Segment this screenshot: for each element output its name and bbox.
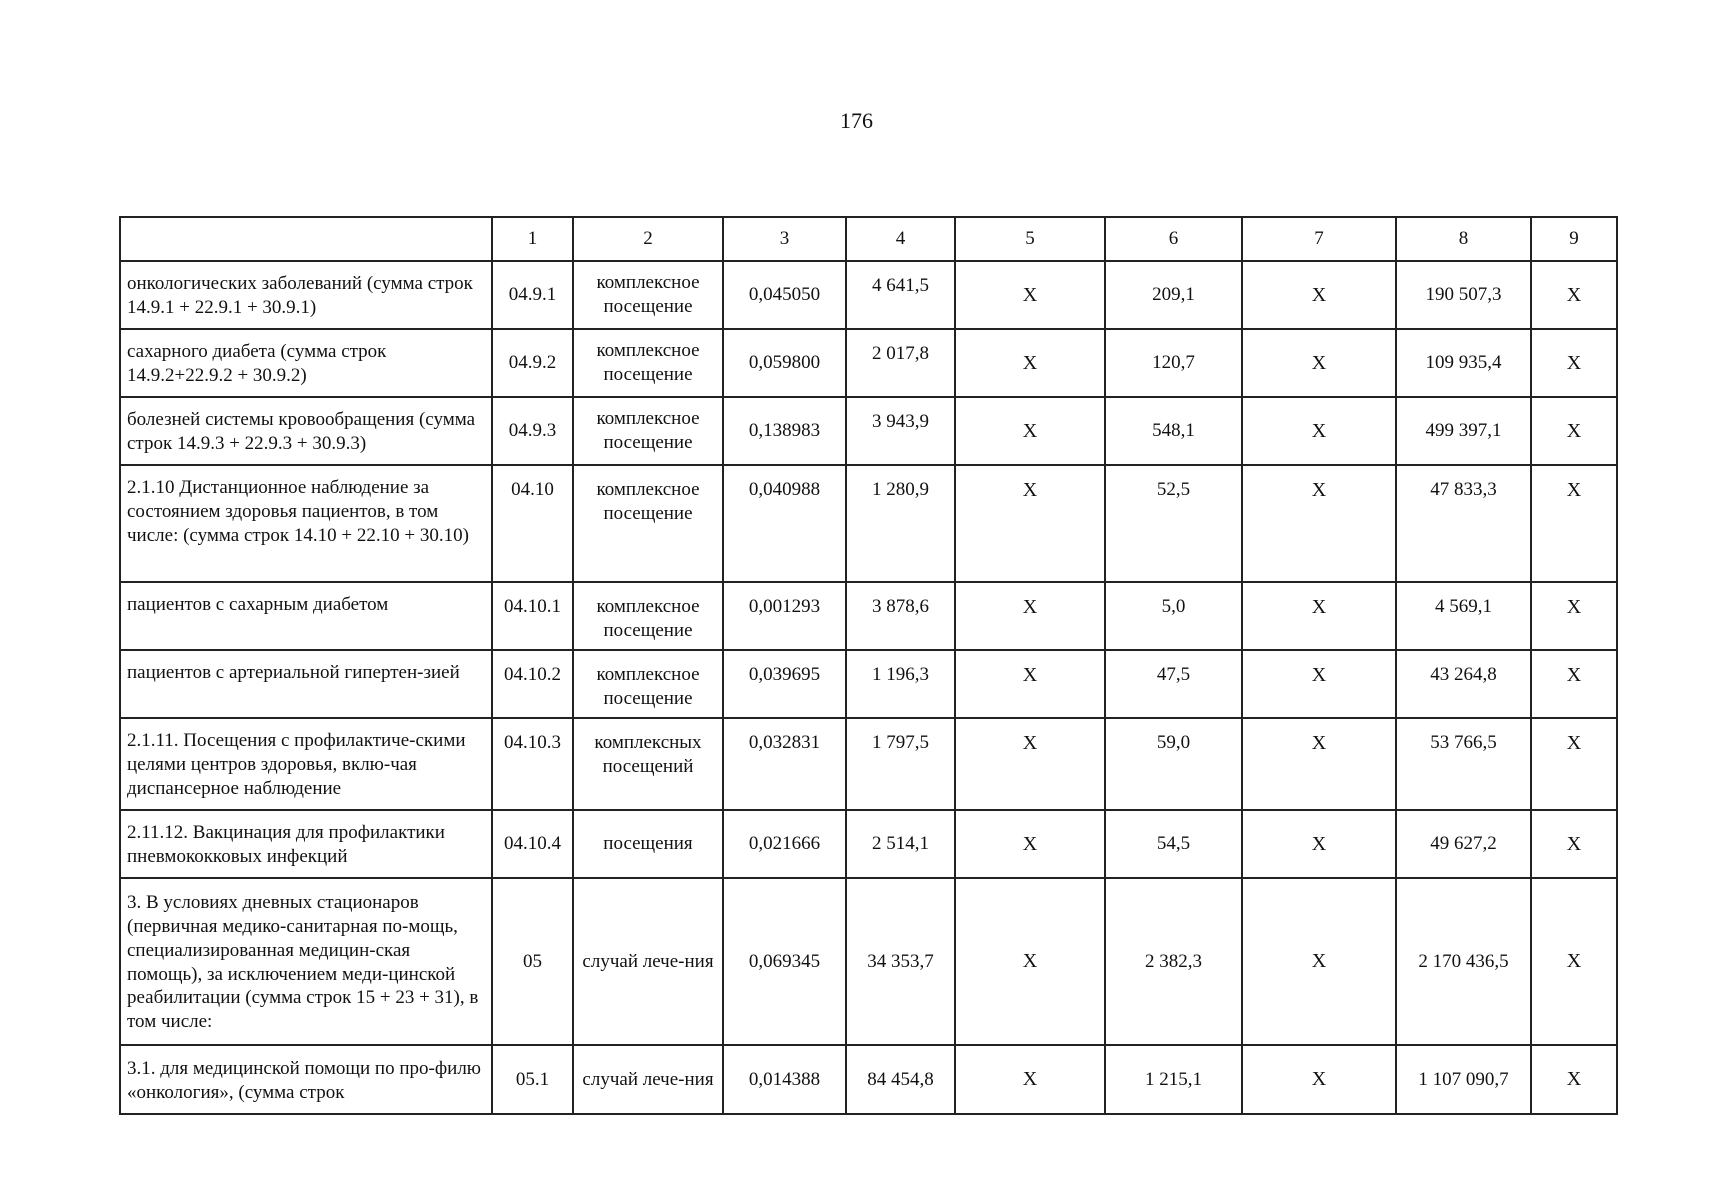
unit-cell: комплексное посещение [573, 329, 723, 397]
x-cell: X [1531, 582, 1617, 650]
unit-cell: комплексное посещение [573, 261, 723, 329]
x-cell: X [1531, 1045, 1617, 1114]
value-cell: 0,014388 [723, 1045, 846, 1114]
value-cell: 0,032831 [723, 718, 846, 810]
row-label: пациентов с сахарным диабетом [120, 582, 492, 650]
value-cell: 59,0 [1105, 718, 1242, 810]
value-cell: 0,021666 [723, 810, 846, 878]
unit-cell: случай лече-ния [573, 878, 723, 1045]
row-label: 2.11.12. Вакцинация для профилактики пневмококковых инфекций [120, 810, 492, 878]
table-row [120, 718, 1617, 810]
table-row [120, 261, 1617, 329]
value-cell: 209,1 [1105, 261, 1242, 329]
x-cell: X [955, 1045, 1105, 1114]
row-code: 04.9.1 [492, 261, 573, 329]
unit-cell: случай лече-ния [573, 1045, 723, 1114]
row-label: сахарного диабета (сумма строк 14.9.2+22.9.2 + 30.9.2) [120, 329, 492, 397]
header-cell: 1 [492, 217, 573, 261]
value-cell: 2 382,3 [1105, 878, 1242, 1045]
header-cell: 6 [1105, 217, 1242, 261]
x-cell: X [1531, 650, 1617, 718]
unit-cell: посещения [573, 810, 723, 878]
value-cell: 120,7 [1105, 329, 1242, 397]
value-cell: 34 353,7 [846, 878, 955, 1045]
value-cell: 3 943,9 [846, 397, 955, 465]
value-cell: 52,5 [1105, 465, 1242, 582]
unit-cell: комплексное посещение [573, 582, 723, 650]
value-cell: 2 514,1 [846, 810, 955, 878]
row-code: 04.10.3 [492, 718, 573, 810]
value-cell: 3 878,6 [846, 582, 955, 650]
value-cell: 1 196,3 [846, 650, 955, 718]
x-cell: X [955, 810, 1105, 878]
value-cell: 47 833,3 [1396, 465, 1531, 582]
unit-cell: комплексное посещение [573, 397, 723, 465]
x-cell: X [1531, 329, 1617, 397]
table-row [120, 397, 1617, 465]
x-cell: X [955, 718, 1105, 810]
header-cell: 7 [1242, 217, 1396, 261]
x-cell: X [955, 582, 1105, 650]
value-cell: 0,040988 [723, 465, 846, 582]
row-label: 3. В условиях дневных стационаров (первичная медико-санитарная по-мощь, специализированная медицин-ская помощь), за исключением меди-цинской реабилитации (сумма строк 15 + 23 + 31), в том числе: [120, 878, 492, 1045]
x-cell: X [1531, 718, 1617, 810]
value-cell: 0,045050 [723, 261, 846, 329]
table-row [120, 465, 1617, 582]
x-cell: X [1531, 261, 1617, 329]
value-cell: 5,0 [1105, 582, 1242, 650]
value-cell: 190 507,3 [1396, 261, 1531, 329]
value-cell: 4 569,1 [1396, 582, 1531, 650]
x-cell: X [1242, 397, 1396, 465]
row-code: 04.9.3 [492, 397, 573, 465]
x-cell: X [1242, 261, 1396, 329]
row-code: 04.10.1 [492, 582, 573, 650]
value-cell: 49 627,2 [1396, 810, 1531, 878]
page-number: 176 [840, 108, 873, 133]
value-cell: 548,1 [1105, 397, 1242, 465]
row-label: болезней системы кровообращения (сумма строк 14.9.3 + 22.9.3 + 30.9.3) [120, 397, 492, 465]
table-header-row [120, 217, 1617, 261]
x-cell: X [1242, 329, 1396, 397]
value-cell: 53 766,5 [1396, 718, 1531, 810]
header-cell: 9 [1531, 217, 1617, 261]
value-cell: 4 641,5 [846, 261, 955, 329]
data-table [119, 216, 1618, 1115]
value-cell: 0,138983 [723, 397, 846, 465]
value-cell: 1 280,9 [846, 465, 955, 582]
value-cell: 499 397,1 [1396, 397, 1531, 465]
x-cell: X [1242, 878, 1396, 1045]
table-row [120, 878, 1617, 1045]
value-cell: 2 170 436,5 [1396, 878, 1531, 1045]
row-label: пациентов с артериальной гипертен-зией [120, 650, 492, 718]
value-cell: 1 797,5 [846, 718, 955, 810]
value-cell: 109 935,4 [1396, 329, 1531, 397]
x-cell: X [1242, 465, 1396, 582]
x-cell: X [1242, 810, 1396, 878]
row-code: 04.10.2 [492, 650, 573, 718]
value-cell: 0,059800 [723, 329, 846, 397]
value-cell: 1 107 090,7 [1396, 1045, 1531, 1114]
value-cell: 0,069345 [723, 878, 846, 1045]
x-cell: X [955, 878, 1105, 1045]
x-cell: X [1242, 650, 1396, 718]
row-code: 04.10 [492, 465, 573, 582]
value-cell: 1 215,1 [1105, 1045, 1242, 1114]
x-cell: X [955, 261, 1105, 329]
header-cell: 8 [1396, 217, 1531, 261]
row-label: 3.1. для медицинской помощи по про-филю «онкология», (сумма строк [120, 1045, 492, 1114]
x-cell: X [955, 329, 1105, 397]
value-cell: 84 454,8 [846, 1045, 955, 1114]
value-cell: 43 264,8 [1396, 650, 1531, 718]
x-cell: X [1531, 397, 1617, 465]
row-label: 2.1.10 Дистанционное наблюдение за состоянием здоровья пациентов, в том числе: (сумма строк 14.10 + 22.10 + 30.10) [120, 465, 492, 582]
x-cell: X [955, 465, 1105, 582]
value-cell: 54,5 [1105, 810, 1242, 878]
x-cell: X [955, 650, 1105, 718]
header-cell: 5 [955, 217, 1105, 261]
x-cell: X [955, 397, 1105, 465]
table-row [120, 1045, 1617, 1114]
table-row [120, 650, 1617, 718]
value-cell: 47,5 [1105, 650, 1242, 718]
row-label: 2.1.11. Посещения с профилактиче-скими целями центров здоровья, вклю-чая диспансерное наблюдение [120, 718, 492, 810]
row-code: 04.9.2 [492, 329, 573, 397]
x-cell: X [1531, 878, 1617, 1045]
unit-cell: комплексное посещение [573, 650, 723, 718]
value-cell: 2 017,8 [846, 329, 955, 397]
x-cell: X [1531, 810, 1617, 878]
x-cell: X [1531, 465, 1617, 582]
value-cell: 0,039695 [723, 650, 846, 718]
row-code: 05.1 [492, 1045, 573, 1114]
header-cell: 2 [573, 217, 723, 261]
unit-cell: комплексное посещение [573, 465, 723, 582]
header-cell: 4 [846, 217, 955, 261]
row-code: 04.10.4 [492, 810, 573, 878]
value-cell: 0,001293 [723, 582, 846, 650]
row-label: онкологических заболеваний (сумма строк 14.9.1 + 22.9.1 + 30.9.1) [120, 261, 492, 329]
x-cell: X [1242, 582, 1396, 650]
row-code: 05 [492, 878, 573, 1045]
table-row [120, 329, 1617, 397]
table-row [120, 582, 1617, 650]
x-cell: X [1242, 718, 1396, 810]
header-cell [120, 217, 492, 261]
x-cell: X [1242, 1045, 1396, 1114]
table-row [120, 810, 1617, 878]
unit-cell: комплексных посещений [573, 718, 723, 810]
header-cell: 3 [723, 217, 846, 261]
